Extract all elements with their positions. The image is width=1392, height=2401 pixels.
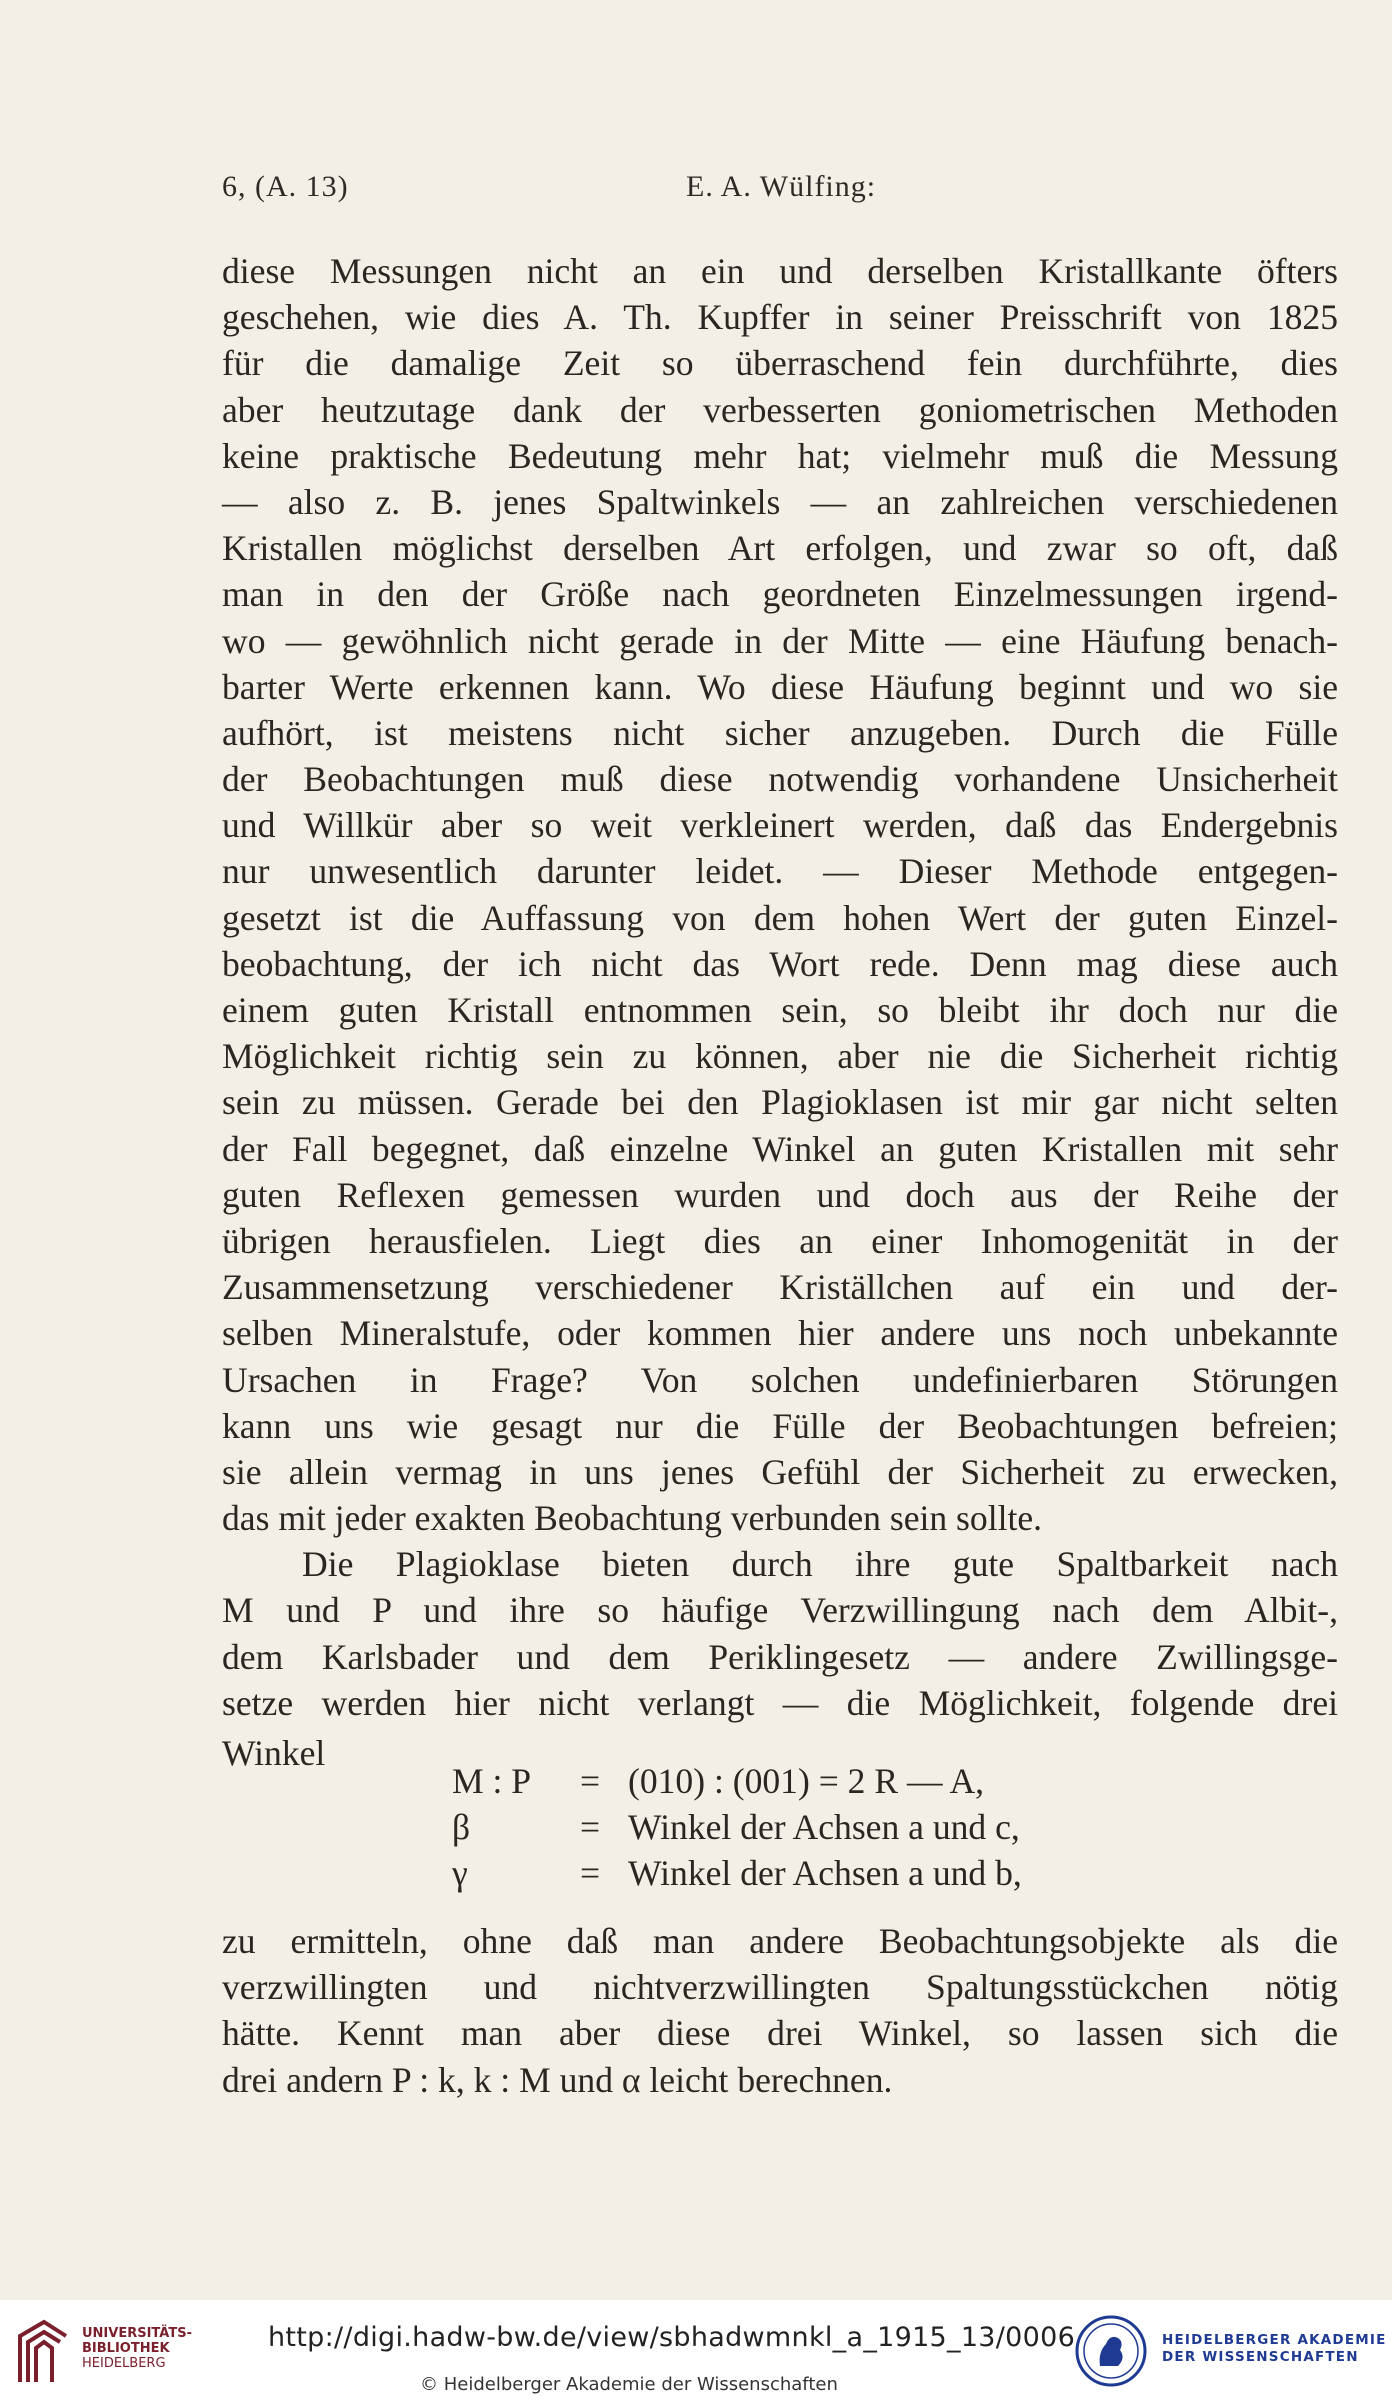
academy-name: HEIDELBERGER AKADEMIE DER WISSENSCHAFTEN <box>1162 2332 1387 2365</box>
text-line: hätte. Kennt man aber diese drei Winkel, so lassen sich die <box>222 2013 1338 2054</box>
text-line: das mit jeder exakten Beobachtung verbunden sein sollte. <box>222 1498 1043 1539</box>
text-line: einem guten Kristall entnommen sein, so bleibt ihr doch nur die <box>222 990 1338 1030</box>
text-line: beobachtung, der ich nicht das Wort rede. Denn mag diese auch <box>222 943 1338 984</box>
university-library-logo-icon <box>14 2316 72 2386</box>
text-line: nur unwesentlich darunter leidet. — Dieser Methode entgegen- <box>222 851 1338 892</box>
text-line: aufhört, ist meistens nicht sicher anzugeben. Durch die Fülle <box>222 712 1338 753</box>
text-line: barter Werte erkennen kann. Wo diese Häufung beginnt und wo sie <box>222 666 1338 707</box>
text-line: zu ermitteln, ohne daß man andere Beobachtungsobjekte als die <box>222 1921 1338 1961</box>
text-line: sein zu müssen. Gerade bei den Plagioklasen ist mir gar nicht selten <box>222 1082 1338 1123</box>
text-line: diese Messungen nicht an ein und derselben Kristallkante öfters <box>222 251 1338 291</box>
formula-lhs: M : P <box>452 1761 532 1801</box>
text-line: wo — gewöhnlich nicht gerade in der Mitte — eine Häufung benach- <box>222 620 1338 661</box>
formula-rhs: Winkel der Achsen a und c, <box>628 1807 1020 1847</box>
formula-label: Winkel <box>222 1733 326 1773</box>
text-line: für die damalige Zeit so überraschend fein durchführte, dies <box>222 343 1338 384</box>
text-line: gesetzt ist die Auffassung von dem hohen Wert der guten Einzel- <box>222 897 1338 938</box>
viewer-footer <box>0 2300 1392 2401</box>
library-name: UNIVERSITÄTS- BIBLIOTHEK HEIDELBERG <box>82 2326 192 2371</box>
text-line: verzwillingten und nichtverzwillingten Spaltungsstückchen nötig <box>222 1967 1338 2008</box>
text-line: übrigen herausfielen. Liegt dies an einer Inhomogenität in der <box>222 1220 1338 1261</box>
formula-block <box>222 1732 1338 1902</box>
text-line: aber heutzutage dank der verbesserten goniometrischen Methoden <box>222 389 1338 430</box>
text-line: und Willkür aber so weit verkleinert werden, daß das Endergebnis <box>222 805 1338 846</box>
formula-lhs: γ <box>452 1853 468 1893</box>
text-line: Die Plagioklase bieten durch ihre gute Spaltbarkeit nach <box>302 1544 1338 1585</box>
academy-seal-icon <box>1074 2314 1148 2388</box>
text-line: M und P und ihre so häufige Verzwillingung nach dem Albit-, <box>222 1590 1338 1631</box>
running-head <box>222 170 1342 214</box>
body-text <box>222 248 1338 1726</box>
permalink-url[interactable]: http://digi.hadw-bw.de/view/sbhadwmnkl_a_1915_13/0006 <box>268 2322 1076 2353</box>
text-line: setze werden hier nicht verlangt — die Möglichkeit, folgende drei <box>222 1682 1338 1723</box>
text-line: keine praktische Bedeutung mehr hat; vielmehr muß die Messung <box>222 435 1338 476</box>
text-line: Ursachen in Frage? Von solchen undefinierbaren Störungen <box>222 1359 1338 1400</box>
text-line: Kristallen möglichst derselben Art erfolgen, und zwar so oft, daß <box>222 528 1338 569</box>
text-line: geschehen, wie dies A. Th. Kupffer in seiner Preisschrift von 1825 <box>222 297 1338 338</box>
formula-lhs: β <box>452 1807 471 1847</box>
formula-rhs: Winkel der Achsen a und b, <box>628 1853 1022 1893</box>
formula-equals: = <box>580 1761 601 1801</box>
text-line: der Fall begegnet, daß einzelne Winkel an guten Kristallen mit sehr <box>222 1128 1338 1169</box>
author-header: E. A. Wülfing: <box>686 170 877 203</box>
text-line: dem Karlsbader und dem Periklingesetz — andere Zwillingsge- <box>222 1636 1338 1677</box>
text-line: sie allein vermag in uns jenes Gefühl der Sicherheit zu erwecken, <box>222 1451 1338 1492</box>
text-line: Möglichkeit richtig sein zu können, aber nie die Sicherheit richtig <box>222 1036 1338 1077</box>
text-line: der Beobachtungen muß diese notwendig vorhandene Unsicherheit <box>222 759 1338 800</box>
copyright-notice: © Heidelberger Akademie der Wissenschaften <box>420 2374 838 2395</box>
formula-equals: = <box>580 1807 601 1847</box>
text-line: guten Reflexen gemessen wurden und doch aus der Reihe der <box>222 1174 1338 1215</box>
text-line: selben Mineralstufe, oder kommen hier andere uns noch unbekannte <box>222 1313 1338 1354</box>
text-line: Zusammensetzung verschiedener Kriställchen auf ein und der- <box>222 1267 1338 1308</box>
text-line: man in den der Größe nach geordneten Einzelmessungen irgend- <box>222 574 1338 615</box>
formula-rhs: (010) : (001) = 2 R — A, <box>628 1761 985 1801</box>
text-line: kann uns wie gesagt nur die Fülle der Beobachtungen befreien; <box>222 1405 1338 1446</box>
text-line: drei andern P : k, k : M und α leicht berechnen. <box>222 2059 893 2100</box>
closing-paragraph <box>222 1918 1338 2103</box>
formula-equals: = <box>580 1853 601 1893</box>
page-number: 6, (A. 13) <box>222 170 349 203</box>
text-line: — also z. B. jenes Spaltwinkels — an zahlreichen verschiedenen <box>222 481 1338 522</box>
